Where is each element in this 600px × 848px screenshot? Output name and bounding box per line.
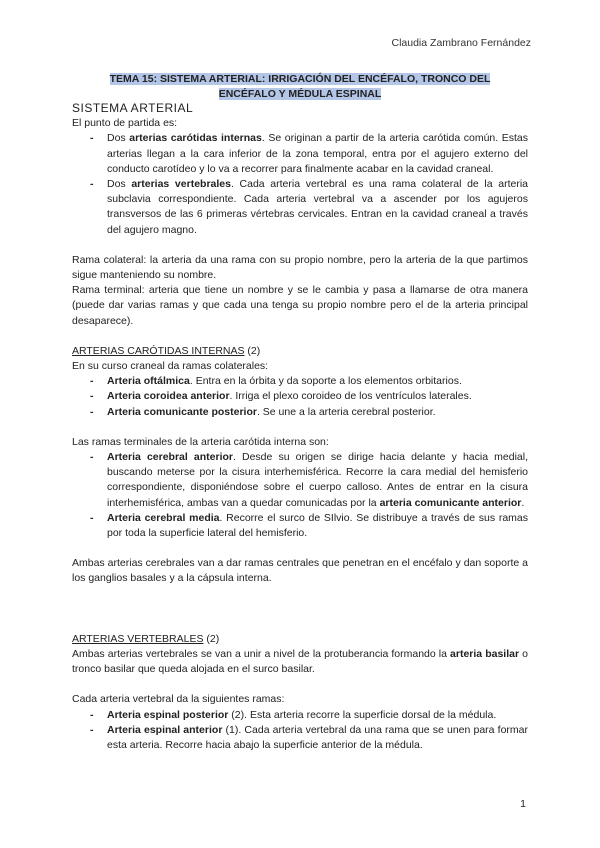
list-item: - Arteria coroidea anterior. Irriga el plexo coroideo de los ventrículos laterales. bbox=[72, 389, 528, 404]
section-heading-sistema-arterial: SISTEMA ARTERIAL bbox=[72, 101, 194, 115]
list-item: - Dos arterias carótidas internas. Se originan a partir de la arteria carótida común. Estas arterias llegan a la cara inferior de la zona temporal, entra por el agujero externo del conducto carotídeo y lo va a recorrer para finalmente acabar en la cavidad craneal. bbox=[72, 131, 528, 177]
paragraph-rama-terminal: Rama terminal: arteria que tiene un nombre y se le cambia y pasa a llamarse de otra manera (puede dar varias ramas y que cada una tenga su propio nombre pero el de la arteria principal desaparece). bbox=[72, 284, 528, 327]
list-item: - Arteria cerebral media. Recorre el surco de SIlvio. Se distribuye a través de sus ramas por toda la superficie lateral del hemisferio. bbox=[72, 511, 528, 541]
bullet-list bbox=[72, 131, 528, 237]
list-item: - Arteria espinal posterior (2). Esta arteria recorre la superficie dorsal de la médula. bbox=[72, 708, 528, 723]
list-item: - Arteria oftálmica. Entra en la órbita y da soporte a los elementos orbitarios. bbox=[72, 374, 528, 389]
section-heading-carotidas: ARTERIAS CARÓTIDAS INTERNAS (2) bbox=[72, 344, 261, 357]
paragraph: Ambas arterias vertebrales se van a unir a nivel de la protuberancia formando la arteria basilar o tronco basilar que queda alojada en el surco basilar. bbox=[72, 647, 528, 676]
list-item: - Dos arterias vertebrales. Cada arteria vertebral es una rama colateral de la arteria subclavia correspondiente. Cada arteria vertebral va a ascender por los agujeros transversos de las 6 primeras vértebras cervicales. Entran en la cavidad craneal a través del agujero magno. bbox=[72, 177, 528, 238]
title-line-1: TEMA 15: SISTEMA ARTERIAL: IRRIGACIÓN DEL ENCÉFALO, TRONCO DEL bbox=[109, 73, 491, 85]
paragraph-rama-colateral: Rama colateral: la arteria da una rama con su propio nombre, pero la arteria de la que partimos sigue manteniendo su nombre. bbox=[72, 253, 528, 282]
title-line-2: ENCÉFALO Y MÉDULA ESPINAL bbox=[218, 88, 382, 100]
list-item: - Arteria comunicante posterior. Se une a la arteria cerebral posterior. bbox=[72, 405, 528, 420]
document-body bbox=[72, 101, 528, 753]
bullet-list bbox=[72, 374, 528, 420]
paragraph: Cada arteria vertebral da la siguientes ramas: bbox=[72, 693, 285, 706]
section-heading-vertebrales: ARTERIAS VERTEBRALES (2) bbox=[72, 632, 220, 645]
paragraph: Las ramas terminales de la arteria carótida interna son: bbox=[72, 435, 329, 448]
page-number: 1 bbox=[520, 798, 526, 810]
list-item: - Arteria cerebral anterior. Desde su origen se dirige hacia delante y hacia medial, buscando meterse por la cisura interhemisférica. Recorre la cara medial del hemisferio correspondiente, disponiéndose sobre el cuerpo calloso. Antes de entrar en la cisura interhemisférica, ambas van a quedar comunicadas por la arteria comunicante anterior. bbox=[72, 450, 528, 511]
bullet-list bbox=[72, 708, 528, 754]
author-name: Claudia Zambrano Fernández bbox=[391, 37, 531, 49]
list-item: - Arteria espinal anterior (1). Cada arteria vertebral da una rama que se unen para formar esta arteria. Recorre hacia abajo la superficie anterior de la médula. bbox=[72, 723, 528, 753]
page-title bbox=[72, 72, 528, 102]
paragraph: En su curso craneal da ramas colaterales: bbox=[72, 360, 269, 373]
paragraph: El punto de partida es: bbox=[72, 117, 178, 130]
bullet-list bbox=[72, 450, 528, 541]
paragraph: Ambas arterias cerebrales van a dar ramas centrales que penetran en el encéfalo y dan soporte a los ganglios basales y a la cápsula interna. bbox=[72, 557, 528, 585]
